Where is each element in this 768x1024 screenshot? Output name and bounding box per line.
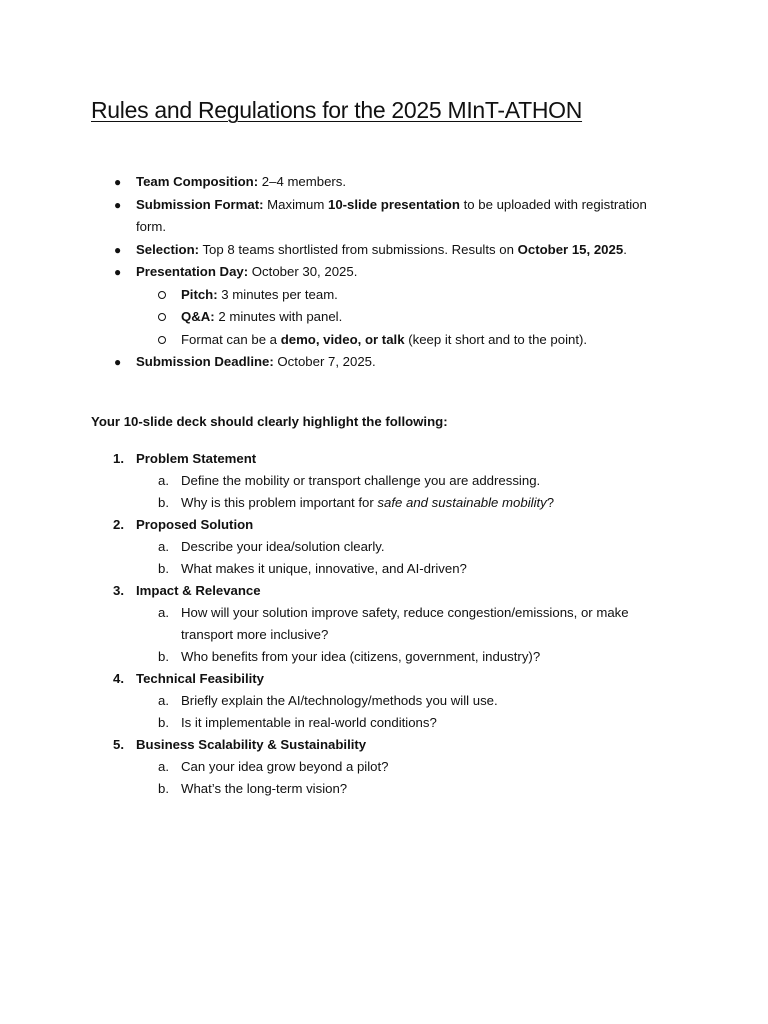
- section-item: [136, 558, 672, 580]
- item-text: What’s the long-term vision?: [181, 781, 348, 796]
- rule-submission-deadline: [0, 351, 768, 374]
- document-title: Rules and Regulations for the 2025 MInT-ATHON: [91, 97, 583, 123]
- rule-label: Presentation Day:: [136, 264, 249, 279]
- section-item: [136, 492, 672, 514]
- item-letter: b.: [158, 781, 169, 796]
- section-number: 3.: [113, 583, 124, 598]
- section-item: [136, 778, 672, 800]
- rule-presentation-day: [0, 261, 768, 351]
- sub-text: (keep it short and to the point).: [404, 331, 588, 347]
- section-number: 2.: [113, 517, 124, 532]
- section-business-scalability: [0, 734, 768, 800]
- section-item: [136, 756, 672, 778]
- section-title: Technical Feasibility: [136, 671, 265, 686]
- item-letter: b.: [158, 495, 169, 510]
- item-text: Is it implementable in real-world conditions?: [181, 715, 437, 730]
- section-items: [136, 602, 672, 668]
- circle-bullet-icon: [158, 313, 166, 321]
- bullet-icon: ●: [114, 242, 122, 257]
- bullet-icon: ●: [114, 197, 122, 212]
- item-italic: safe and sustainable mobility: [377, 495, 547, 510]
- rule-team-composition: [0, 171, 768, 194]
- rule-text: October 30, 2025.: [248, 264, 358, 279]
- section-item: [136, 690, 672, 712]
- rule-label: Team Composition:: [136, 174, 259, 189]
- deck-sections-list: [0, 448, 768, 800]
- item-letter: b.: [158, 715, 169, 730]
- section-proposed-solution: [0, 514, 768, 580]
- section-title: Business Scalability & Sustainability: [136, 737, 367, 752]
- sub-label: Q&A:: [181, 309, 215, 324]
- circle-bullet-icon: [158, 291, 166, 299]
- sub-text: 2 minutes with panel.: [214, 309, 343, 324]
- item-text: ?: [546, 495, 555, 510]
- section-number: 4.: [113, 671, 124, 686]
- rule-text: to be uploaded with registration form.: [136, 196, 647, 234]
- section-items: [136, 690, 672, 734]
- rule-text: October 7, 2025.: [273, 354, 376, 369]
- bullet-icon: ●: [114, 355, 122, 369]
- section-technical-feasibility: [0, 668, 768, 734]
- section-item: [136, 536, 672, 558]
- rule-selection: [0, 239, 768, 262]
- bullet-icon: ●: [114, 175, 122, 189]
- section-item: [136, 602, 672, 646]
- item-text: Define the mobility or transport challenge you are addressing.: [181, 473, 541, 488]
- item-letter: a.: [158, 473, 169, 488]
- rule-text: Top 8 teams shortlisted from submissions. Results on: [199, 241, 518, 257]
- item-text: How will your solution improve safety, reduce congestion/emissions, or make transport more inclusive?: [181, 605, 629, 642]
- item-text: Why is this problem important for: [181, 495, 378, 510]
- item-text: Describe your idea/solution clearly.: [181, 539, 385, 554]
- item-letter: b.: [158, 649, 169, 664]
- sub-text: 3 minutes per team.: [217, 286, 338, 302]
- rule-label: Submission Format:: [136, 196, 264, 212]
- presentation-sub-list: [136, 284, 672, 352]
- rule-text: .: [623, 241, 627, 257]
- item-text: Briefly explain the AI/technology/methods you will use.: [181, 693, 498, 708]
- item-letter: b.: [158, 561, 169, 576]
- item-text: Can your idea grow beyond a pilot?: [181, 759, 389, 774]
- section-items: [136, 536, 672, 580]
- sub-emphasis: demo, video, or talk: [280, 331, 405, 347]
- rule-label: Submission Deadline:: [136, 354, 274, 369]
- rule-emphasis: 10-slide presentation: [327, 196, 460, 212]
- section-impact-relevance: [0, 580, 768, 668]
- section-number: 1.: [113, 451, 124, 466]
- rules-list: [0, 171, 768, 374]
- section-title: Proposed Solution: [136, 517, 254, 532]
- sub-item-pitch: [136, 284, 672, 307]
- item-text: Who benefits from your idea (citizens, government, industry)?: [181, 649, 541, 664]
- bullet-icon: ●: [114, 265, 122, 279]
- rule-label: Selection:: [136, 241, 200, 257]
- item-letter: a.: [158, 693, 169, 708]
- rule-submission-format: [0, 194, 768, 239]
- rule-emphasis: October 15, 2025: [517, 241, 624, 257]
- sub-text: Format can be a: [181, 331, 281, 347]
- circle-bullet-icon: [158, 336, 166, 344]
- section-item: [136, 712, 672, 734]
- item-letter: a.: [158, 759, 169, 774]
- section-item: [136, 646, 672, 668]
- sub-item-qa: [136, 306, 672, 329]
- section-item: [136, 470, 672, 492]
- section-title: Impact & Relevance: [136, 583, 261, 598]
- rule-text: Maximum: [263, 196, 328, 212]
- item-letter: a.: [158, 539, 169, 554]
- deck-heading: Your 10-slide deck should clearly highlight the following:: [91, 414, 448, 429]
- sub-item-format: [136, 329, 672, 352]
- item-text: What makes it unique, innovative, and AI-driven?: [181, 561, 467, 576]
- section-number: 5.: [113, 737, 124, 752]
- item-letter: a.: [158, 605, 169, 620]
- section-items: [136, 470, 672, 514]
- sub-label: Pitch:: [181, 286, 218, 302]
- section-title: Problem Statement: [136, 451, 257, 466]
- section-problem-statement: [0, 448, 768, 514]
- rule-text: 2–4 members.: [258, 174, 347, 189]
- section-items: [136, 756, 672, 800]
